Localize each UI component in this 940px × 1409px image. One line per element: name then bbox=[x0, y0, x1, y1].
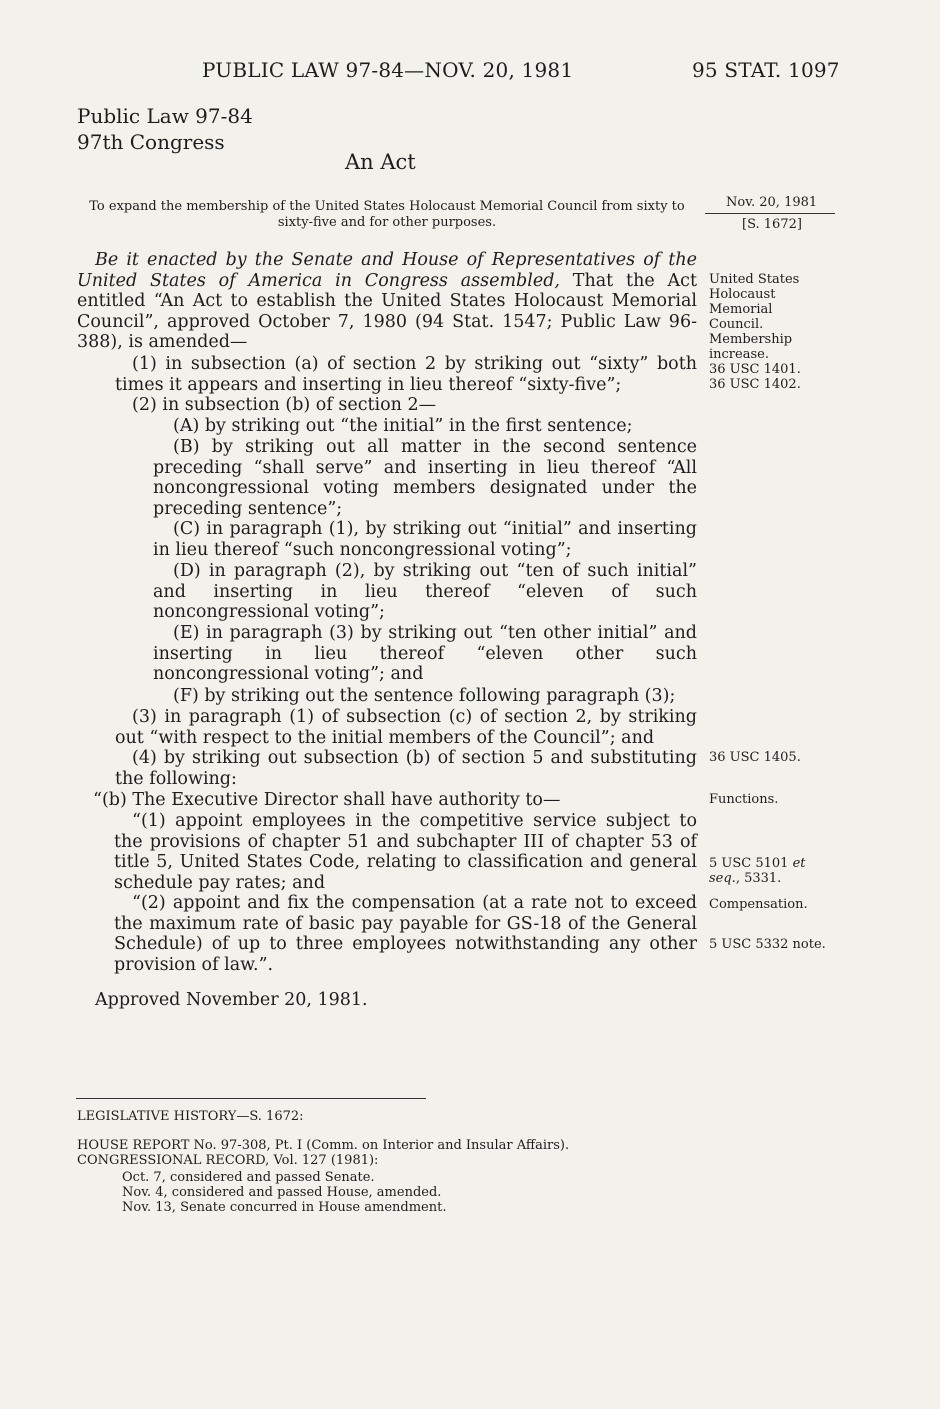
paragraph-3: (3) in paragraph (1) of subsection (c) of section 2, by striking out “with respect to the initial members of the Council”; and bbox=[115, 707, 697, 748]
act-purpose: To expand the membership of the United States Holocaust Memorial Council from sixty to sixty-five and for other purposes. bbox=[89, 199, 685, 230]
history-entry: Oct. 7, considered and passed Senate. bbox=[122, 1170, 375, 1185]
margin-cite-part: seq. bbox=[709, 871, 736, 886]
subparagraph-f: (F) by striking out the sentence following paragraph (3); bbox=[173, 686, 676, 706]
subparagraph-e: (E) in paragraph (3) by striking out “ten other initial” and inserting in lieu thereof “eleven other such noncongressional voting”; and bbox=[153, 623, 697, 684]
history-entry: Nov. 4, considered and passed House, amended. bbox=[122, 1185, 442, 1200]
legislative-history-heading: LEGISLATIVE HISTORY—S. 1672: bbox=[77, 1109, 304, 1124]
approval-date: Approved November 20, 1981. bbox=[95, 990, 368, 1010]
margin-cite: 36 USC 1402. bbox=[709, 377, 801, 392]
history-divider bbox=[76, 1098, 426, 1099]
paragraph-2: (2) in subsection (b) of section 2— bbox=[132, 395, 437, 415]
house-report: HOUSE REPORT No. 97-308, Pt. I (Comm. on Interior and Insular Affairs). bbox=[77, 1138, 570, 1153]
paragraph-4: (4) by striking out subsection (b) of section 5 and substituting the following: bbox=[115, 748, 697, 789]
congressional-record: CONGRESSIONAL RECORD, Vol. 127 (1981): bbox=[77, 1153, 379, 1168]
congress-number: 97th Congress bbox=[77, 130, 225, 154]
margin-topic-line: Membership bbox=[709, 332, 793, 347]
subparagraph-d: (D) in paragraph (2), by striking out “ten of such initial” and inserting in lieu thereof “eleven of such noncongressional voting”; bbox=[153, 561, 697, 622]
margin-topic-line: United States bbox=[709, 272, 800, 287]
subparagraph-a: (A) by striking out “the initial” in the first sentence; bbox=[173, 416, 633, 436]
act-title: An Act bbox=[345, 150, 416, 174]
authority-2: “(2) appoint and fix the compensation (at a rate not to exceed the maximum rate of basic pay payable for GS-18 of the General Schedule) of up to three employees notwithstanding any other provision of law.”. bbox=[114, 893, 697, 975]
margin-topic-line: Council. bbox=[709, 317, 764, 332]
margin-divider bbox=[705, 213, 835, 214]
enacting-clause bbox=[77, 250, 697, 353]
stat-page-number: 95 STAT. 1097 bbox=[692, 58, 840, 82]
margin-cite-part: , 5331. bbox=[735, 871, 782, 886]
margin-cite-part: et bbox=[792, 856, 806, 871]
subparagraph-b: (B) by striking out all matter in the second sentence preceding “shall serve” and inserting in lieu thereof “All noncongressional voting members designated under the preceding sentence”; bbox=[153, 437, 697, 519]
margin-cite-part: 5 USC 5101 bbox=[709, 856, 793, 871]
margin-cite: 5 USC 5332 note. bbox=[709, 937, 826, 952]
history-entry: Nov. 13, Senate concurred in House amendment. bbox=[122, 1200, 447, 1215]
subsection-b-intro: “(b) The Executive Director shall have authority to— bbox=[93, 790, 561, 810]
enacting-text: That the Act entitled “An Act to establish the United States Holocaust Memorial Council”, approved October 7, 1980 (94 Stat. 1547; Public Law 96-388), is amended— bbox=[77, 270, 697, 352]
margin-topic-line: increase. bbox=[709, 347, 769, 362]
paragraph-1: (1) in subsection (a) of section 2 by striking out “sixty” both times it appears and inserting in lieu thereof “sixty-five”; bbox=[115, 354, 697, 395]
subparagraph-c: (C) in paragraph (1), by striking out “initial” and inserting in lieu thereof “such noncongressional voting”; bbox=[153, 519, 697, 560]
authority-1: “(1) appoint employees in the competitive service subject to the provisions of chapter 51 and subchapter III of chapter 53 of title 5, United States Code, relating to classification and general schedule pay rates; and bbox=[114, 811, 697, 893]
margin-topic-line: Holocaust bbox=[709, 287, 776, 302]
margin-topic-line: Memorial bbox=[709, 302, 773, 317]
margin-cite: 36 USC 1405. bbox=[709, 750, 801, 765]
margin-compensation: Compensation. bbox=[709, 897, 808, 912]
enacting-formula: Be it enacted by the Senate and House of Representatives of the United States of America in Congress assembled, bbox=[77, 250, 697, 291]
running-head: PUBLIC LAW 97-84—NOV. 20, 1981 bbox=[202, 58, 574, 82]
margin-topic bbox=[709, 272, 801, 392]
margin-cite bbox=[709, 856, 805, 886]
margin-bill-number: [S. 1672] bbox=[742, 217, 802, 232]
margin-cite: 36 USC 1401. bbox=[709, 362, 801, 377]
margin-functions: Functions. bbox=[709, 792, 779, 807]
margin-date: Nov. 20, 1981 bbox=[726, 195, 818, 210]
public-law-number: Public Law 97-84 bbox=[77, 104, 253, 128]
